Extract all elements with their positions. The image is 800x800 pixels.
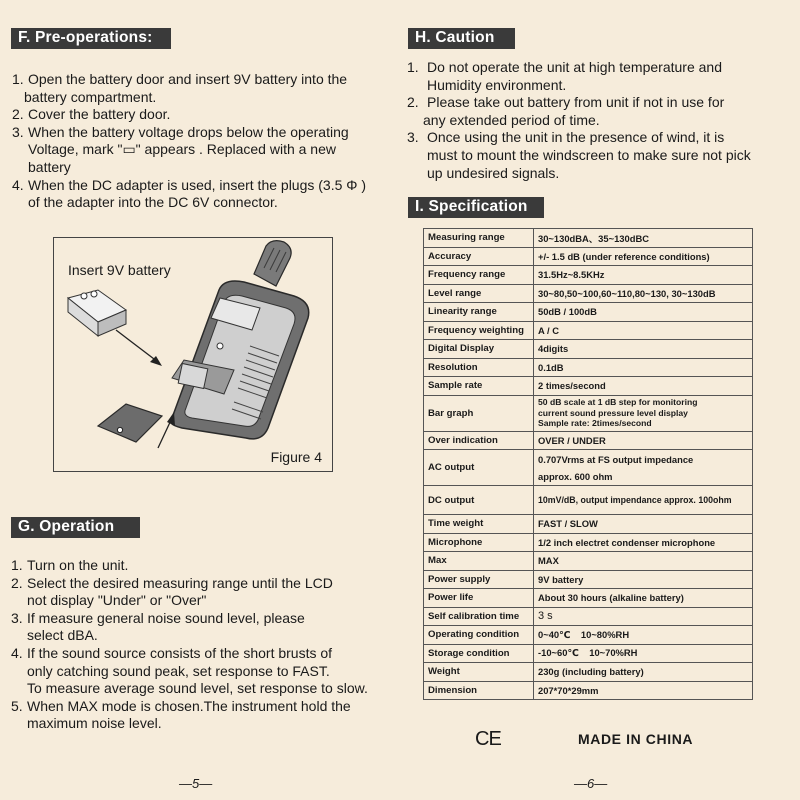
spec-label: Digital Display xyxy=(424,340,534,359)
battery-9v xyxy=(68,290,126,336)
spec-value: 0.1dB xyxy=(534,358,753,377)
step-text: up undesired signals. xyxy=(427,164,560,181)
spec-label: Bar graph xyxy=(424,395,534,431)
spec-label: DC output xyxy=(424,486,534,515)
step-text: Select the desired measuring range until the LCD xyxy=(27,574,333,591)
table-row xyxy=(424,681,753,700)
list-item xyxy=(11,610,386,645)
table-row xyxy=(424,533,753,552)
spec-value-line: Sample rate: 2times/second xyxy=(538,418,652,429)
table-row xyxy=(424,377,753,396)
step-text: not display "Under" or "Over" xyxy=(27,592,207,609)
step-text: Open the battery door and insert 9V battery into the xyxy=(28,71,348,87)
spec-label: Frequency weighting xyxy=(424,321,534,340)
table-row xyxy=(424,247,753,266)
made-in-label: MADE IN CHINA xyxy=(578,731,694,747)
step-text: When MAX mode is chosen.The instrument hold the xyxy=(27,697,351,714)
spec-label: Sample rate xyxy=(424,377,534,396)
step-text: If measure general noise sound level, please xyxy=(27,609,305,626)
list-item xyxy=(11,645,386,698)
spec-label: Weight xyxy=(424,663,534,682)
table-row xyxy=(424,266,753,285)
step-text: only catching sound peak, set response to FAST. xyxy=(27,662,330,679)
spec-value xyxy=(534,450,753,486)
table-row xyxy=(424,589,753,608)
operation-heading: G. Operation xyxy=(11,517,140,538)
pre-operations-heading: F. Pre-operations: xyxy=(11,28,171,49)
spec-label: AC output xyxy=(424,450,534,486)
step-text: When the DC adapter is used, insert the plugs (3.5 Φ ) xyxy=(28,176,367,193)
page-number-right: —6— xyxy=(574,776,608,791)
table-row xyxy=(424,552,753,571)
spec-label: Measuring range xyxy=(424,229,534,248)
page-number-left: —5— xyxy=(179,776,213,791)
spec-label: Frequency range xyxy=(424,266,534,285)
table-row xyxy=(424,303,753,322)
spec-value: 3 s xyxy=(534,607,753,626)
table-row xyxy=(424,607,753,626)
list-item xyxy=(11,557,386,575)
spec-value: 0~40℃ 10~80%RH xyxy=(534,626,753,645)
list-item xyxy=(12,106,382,124)
table-row xyxy=(424,644,753,663)
spec-value: 30~80,50~100,60~110,80~130, 30~130dB xyxy=(534,284,753,303)
step-text: maximum noise level. xyxy=(27,715,162,732)
step-text: battery compartment. xyxy=(24,88,157,105)
table-row xyxy=(424,340,753,359)
step-text: Turn on the unit. xyxy=(27,557,129,573)
list-item xyxy=(12,124,382,177)
step-text: Do not operate the unit at high temperature and xyxy=(427,59,722,75)
step-number: 1. xyxy=(12,71,24,87)
spec-value-line: current sound pressure level display xyxy=(538,407,688,418)
step-number: 1. xyxy=(11,557,23,573)
spec-label: Over indication xyxy=(424,431,534,450)
step-text: any extended period of time. xyxy=(423,111,600,128)
spec-value: +/- 1.5 dB (under reference conditions) xyxy=(534,247,753,266)
step-text: battery xyxy=(28,158,71,175)
table-row xyxy=(424,358,753,377)
spec-label: Level range xyxy=(424,284,534,303)
spec-value: FAST / SLOW xyxy=(534,515,753,534)
specification-table xyxy=(423,228,753,700)
step-text: Cover the battery door. xyxy=(28,106,171,123)
spec-value-line: 50 dB scale at 1 dB step for monitoring xyxy=(538,397,698,408)
spec-label: Max xyxy=(424,552,534,571)
step-number: 3. xyxy=(12,123,24,140)
table-row xyxy=(424,570,753,589)
spec-value: 9V battery xyxy=(534,570,753,589)
step-text: When the battery voltage drops below the operating xyxy=(28,123,349,140)
step-text: Please take out battery from unit if not in use for xyxy=(427,94,725,111)
spec-label: Self calibration time xyxy=(424,607,534,626)
step-number: 4. xyxy=(11,644,23,661)
list-item xyxy=(11,698,386,733)
table-row xyxy=(424,395,753,431)
battery-door xyxy=(98,404,162,442)
step-number: 2. xyxy=(11,574,23,591)
figure-caption: Figure 4 xyxy=(270,449,322,465)
step-number: 4. xyxy=(12,176,24,193)
spec-value: 30~130dBA、35~130dBC xyxy=(534,229,753,248)
pre-operations-list xyxy=(12,71,382,212)
spec-label: Dimension xyxy=(424,681,534,700)
spec-value: 207*70*29mm xyxy=(534,681,753,700)
spec-value: MAX xyxy=(534,552,753,571)
spec-value: 2 times/second xyxy=(534,377,753,396)
caution-heading: H. Caution xyxy=(408,28,515,49)
step-number: 3. xyxy=(407,129,419,146)
step-number: 1. xyxy=(407,59,419,75)
specification-heading: I. Specification xyxy=(408,197,544,218)
spec-value: 31.5Hz~8.5KHz xyxy=(534,266,753,285)
list-item xyxy=(407,94,787,129)
table-row xyxy=(424,486,753,515)
ce-mark-icon: CE xyxy=(475,728,501,750)
step-text: If the sound source consists of the short brusts of xyxy=(27,644,333,661)
spec-value: About 30 hours (alkaline battery) xyxy=(534,589,753,608)
step-text: select dBA. xyxy=(27,627,98,644)
spec-label: Microphone xyxy=(424,533,534,552)
sound-meter-body xyxy=(170,241,308,439)
spec-value: 4digits xyxy=(534,340,753,359)
spec-label: Accuracy xyxy=(424,247,534,266)
table-row xyxy=(424,663,753,682)
step-text: must to mount the windscreen to make sure not pick xyxy=(427,146,751,163)
spec-label: Storage condition xyxy=(424,644,534,663)
spec-value: OVER / UNDER xyxy=(534,431,753,450)
list-item xyxy=(11,575,386,610)
step-text: Voltage, mark "▭" appears . Replaced with a new xyxy=(28,141,336,158)
spec-label: Resolution xyxy=(424,358,534,377)
spec-value: -10~60℃ 10~70%RH xyxy=(534,644,753,663)
table-row xyxy=(424,284,753,303)
caution-list xyxy=(407,59,787,182)
spec-value: 50dB / 100dB xyxy=(534,303,753,322)
spec-label: Power life xyxy=(424,589,534,608)
table-row xyxy=(424,626,753,645)
spec-value xyxy=(534,395,753,431)
spec-value: A / C xyxy=(534,321,753,340)
step-number: 2. xyxy=(407,94,419,111)
step-text: Humidity environment. xyxy=(427,76,567,93)
spec-label: Time weight xyxy=(424,515,534,534)
spec-value: 10mV/dB, output impendance approx. 100ohm xyxy=(534,486,753,515)
list-item xyxy=(407,59,787,94)
step-text: To measure average sound level, set response to slow. xyxy=(27,680,368,697)
table-row xyxy=(424,229,753,248)
spec-value: 1/2 inch electret condenser microphone xyxy=(534,533,753,552)
figure-title: Insert 9V battery xyxy=(68,262,171,278)
spec-value: 230g (including battery) xyxy=(534,663,753,682)
table-row xyxy=(424,321,753,340)
table-row xyxy=(424,431,753,450)
table-row xyxy=(424,515,753,534)
spec-label: Power supply xyxy=(424,570,534,589)
spec-label: Operating condition xyxy=(424,626,534,645)
list-item xyxy=(407,129,787,182)
list-item xyxy=(12,71,382,106)
step-number: 3. xyxy=(11,609,23,626)
spec-value-line: approx. 600 ohm xyxy=(538,470,613,482)
step-text: Once using the unit in the presence of wind, it is xyxy=(427,129,725,146)
operation-list xyxy=(11,557,386,733)
step-number: 5. xyxy=(11,697,23,714)
arrow-icon xyxy=(116,330,162,366)
table-row xyxy=(424,450,753,486)
list-item xyxy=(12,177,382,212)
step-text: of the adapter into the DC 6V connector. xyxy=(28,194,278,211)
spec-value-line: 0.707Vrms at FS output impedance xyxy=(538,453,694,465)
step-number: 2. xyxy=(12,106,24,123)
figure-4 xyxy=(53,237,333,472)
spec-label: Linearity range xyxy=(424,303,534,322)
